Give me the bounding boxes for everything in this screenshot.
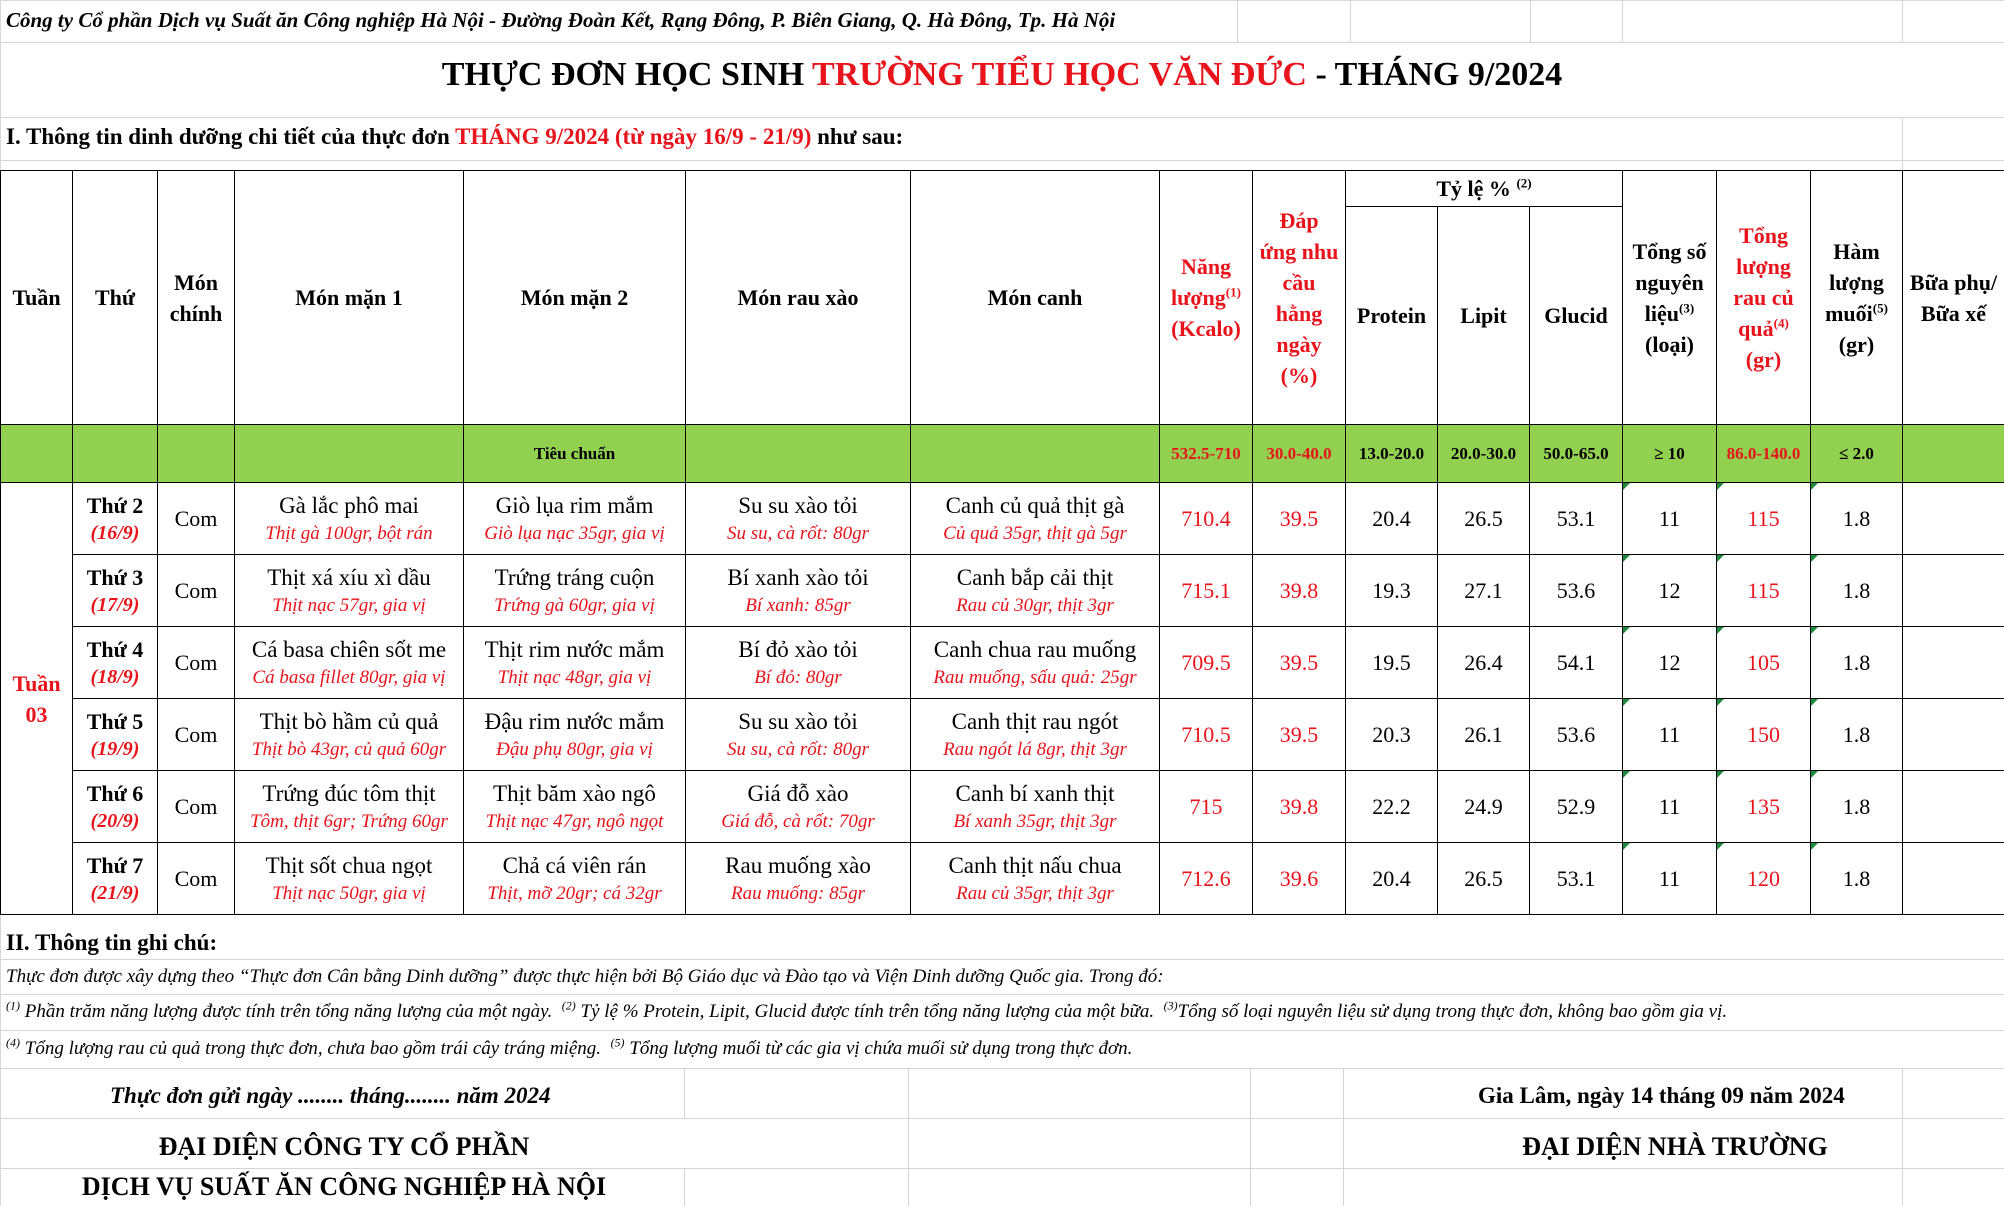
vegetable-amount-value: 115: [1717, 555, 1811, 627]
day-date: (20/9): [90, 809, 140, 832]
dish-cell-man1: [235, 843, 464, 915]
dish-ingredients: Rau muống: 85gr: [730, 882, 866, 904]
grid-line: [1237, 0, 1238, 42]
header-ham-luong-label: Hàm lượng muối: [1825, 238, 1884, 326]
header-protein: Protein: [1346, 207, 1438, 425]
dish-ingredients: Thịt nạc 47gr, ngô ngọt: [485, 810, 664, 832]
dish-ingredients: Bí xanh 35gr, thịt 3gr: [953, 810, 1117, 832]
footnote-4-marker: (4): [1773, 315, 1789, 331]
header-mon-man-1: Món mặn 1: [235, 171, 464, 425]
header-tong-luong-unit: (gr): [1745, 347, 1782, 372]
main-dish: Com: [158, 843, 235, 915]
ingredient-count-value: 11: [1623, 771, 1717, 843]
energy-value: 709.5: [1160, 627, 1253, 699]
standard-row: [1, 425, 2004, 483]
standard-nang-luong: 532.5-710: [1160, 425, 1253, 483]
dish-cell-man2: [464, 699, 686, 771]
note-2-text: Tỷ lệ % Protein, Lipit, Glucid được tính trên tổng năng lượng của một bữa.: [580, 1001, 1155, 1022]
dish-ingredients: Bí xanh: 85gr: [745, 594, 851, 616]
daily-need-value: 39.6: [1253, 843, 1346, 915]
standard-empty-cell: [686, 425, 911, 483]
standard-protein: 13.0-20.0: [1346, 425, 1438, 483]
day-date: (21/9): [90, 881, 140, 904]
dish-name: Đậu rim nước mắm: [484, 708, 665, 734]
ingredient-count-value: 11: [1623, 699, 1717, 771]
header-mon-chinh: Món chính: [158, 171, 235, 425]
dish-ingredients: Tôm, thịt 6gr; Trứng 60gr: [250, 810, 448, 832]
note-line-2: [6, 1035, 1133, 1060]
grid-line: [684, 1068, 685, 1118]
header-tong-so-label: Tổng số nguyên liệu: [1632, 238, 1707, 326]
ingredient-count-value: 11: [1623, 483, 1717, 555]
dish-ingredients: Rau ngót lá 8gr, thịt 3gr: [943, 738, 1127, 760]
day-cell: [73, 843, 158, 915]
day-cell: [73, 627, 158, 699]
header-nang-luong: [1160, 171, 1253, 425]
ingredient-count-value: 12: [1623, 555, 1717, 627]
energy-value: 710.5: [1160, 699, 1253, 771]
week-cell: Tuần 03: [1, 483, 73, 915]
dish-cell-canh: [911, 555, 1160, 627]
dish-ingredients: Su su, cà rốt: 80gr: [727, 738, 869, 760]
header-tong-so-unit: (loại): [1645, 331, 1694, 357]
day-name: Thứ 4: [86, 636, 144, 662]
note-3-marker: (3): [1163, 998, 1178, 1013]
daily-need-value: 39.8: [1253, 555, 1346, 627]
dish-cell-man1: [235, 771, 464, 843]
day-name: Thứ 3: [86, 564, 144, 590]
salt-value: 1.8: [1811, 555, 1903, 627]
company-representative-line-2: DỊCH VỤ SUẤT ĂN CÔNG NGHIỆP HÀ NỘI: [81, 1172, 607, 1201]
main-dish: Com: [158, 483, 235, 555]
dish-ingredients: Đậu phụ 80gr, gia vị: [496, 738, 653, 760]
lipit-value: 27.1: [1438, 555, 1530, 627]
protein-value: 20.4: [1346, 483, 1438, 555]
standard-empty-cell: [235, 425, 464, 483]
header-tong-so: [1623, 171, 1717, 425]
dish-ingredients: Cá basa fillet 80gr, gia vị: [252, 666, 446, 688]
dish-name: Bí xanh xào tỏi: [727, 564, 869, 590]
header-ty-le: [1346, 171, 1623, 207]
dish-name: Canh thịt nấu chua: [948, 852, 1122, 878]
dish-cell-man1: [235, 555, 464, 627]
table-row: [1, 627, 2004, 699]
day-cell: [73, 771, 158, 843]
grid-line: [1902, 0, 1903, 42]
dish-cell-canh: [911, 483, 1160, 555]
main-dish: Com: [158, 771, 235, 843]
snack-cell: [1903, 843, 2004, 915]
dish-name: Gà lắc phô mai: [279, 492, 419, 518]
standard-empty-cell: [911, 425, 1160, 483]
salt-value: 1.8: [1811, 843, 1903, 915]
header-ty-le-label: Tỷ lệ %: [1436, 176, 1511, 201]
table-row: [1, 555, 2004, 627]
header-ham-luong-unit: (gr): [1838, 331, 1875, 357]
header-bua-phu: Bữa phụ/ Bữa xế: [1903, 171, 2004, 425]
note-5-text: Tổng lượng muối từ các gia vị chứa muối sử dụng trong thực đơn.: [629, 1038, 1133, 1059]
grid-line: [1250, 1068, 1251, 1206]
header-ham-luong: [1811, 171, 1903, 425]
title-part-2: - THÁNG 9/2024: [1315, 56, 1563, 93]
daily-need-value: 39.5: [1253, 699, 1346, 771]
standard-empty-cell: [73, 425, 158, 483]
section-2-heading: II. Thông tin ghi chú:: [6, 930, 218, 955]
note-2-marker: (2): [561, 998, 576, 1013]
glucid-value: 53.6: [1530, 699, 1623, 771]
header-mon-man-2: Món mặn 2: [464, 171, 686, 425]
section-1-text: I. Thông tin dinh dưỡng chi tiết của thực đơn: [6, 124, 450, 149]
dish-ingredients: Thịt nạc 57gr, gia vị: [272, 594, 426, 616]
section-1-period: THÁNG 9/2024 (từ ngày 16/9 - 21/9): [455, 124, 812, 149]
glucid-value: 53.1: [1530, 843, 1623, 915]
snack-cell: [1903, 771, 2004, 843]
header-tuan: Tuần: [1, 171, 73, 425]
dish-name: Thịt sốt chua ngọt: [265, 852, 433, 878]
dish-name: Trứng tráng cuộn: [494, 564, 655, 590]
dish-name: Canh thịt rau ngót: [951, 708, 1119, 734]
day-cell: [73, 483, 158, 555]
grid-line: [0, 1068, 2004, 1069]
note-1-text: Phần trăm năng lượng được tính trên tổng năng lượng của một ngày.: [24, 1001, 553, 1022]
vegetable-amount-value: 150: [1717, 699, 1811, 771]
grid-line: [0, 117, 2004, 118]
standard-dap-ung: 30.0-40.0: [1253, 425, 1346, 483]
dish-cell-man2: [464, 627, 686, 699]
daily-need-value: 39.5: [1253, 483, 1346, 555]
dish-cell-rau: [686, 555, 911, 627]
dish-cell-man1: [235, 627, 464, 699]
salt-value: 1.8: [1811, 699, 1903, 771]
grid-line: [1622, 0, 1623, 42]
dish-cell-man2: [464, 843, 686, 915]
vegetable-amount-value: 135: [1717, 771, 1811, 843]
header-glucid: Glucid: [1530, 207, 1623, 425]
dish-name: Bí đỏ xào tỏi: [738, 636, 858, 662]
day-date: (19/9): [90, 737, 140, 760]
dish-ingredients: Giá đỗ, cà rốt: 70gr: [721, 810, 875, 832]
standard-tong-luong: 86.0-140.0: [1717, 425, 1811, 483]
dish-ingredients: Rau muống, sấu quả: 25gr: [933, 666, 1137, 688]
table-row: [1, 699, 2004, 771]
lipit-value: 26.5: [1438, 483, 1530, 555]
header-nang-luong-unit: (Kcalo): [1171, 316, 1241, 341]
section-1-tail: như sau:: [817, 124, 904, 149]
dish-cell-rau: [686, 771, 911, 843]
dish-ingredients: Trứng gà 60gr, gia vị: [494, 594, 655, 616]
dish-cell-rau: [686, 699, 911, 771]
sent-date-line: Thực đơn gửi ngày ........ tháng........ năm 2024: [110, 1083, 551, 1108]
footnote-1-marker: (1): [1225, 284, 1241, 300]
dish-cell-man2: [464, 483, 686, 555]
dish-cell-rau: [686, 627, 911, 699]
dish-name: Thịt bò hầm củ quả: [259, 708, 439, 734]
energy-value: 710.4: [1160, 483, 1253, 555]
grid-line: [0, 959, 2004, 960]
note-4-marker: (4): [6, 1035, 20, 1050]
day-name: Thứ 7: [86, 852, 144, 878]
standard-glucid: 50.0-65.0: [1530, 425, 1623, 483]
dish-name: Giò lụa rim mắm: [495, 492, 654, 518]
day-date: (16/9): [90, 521, 140, 544]
ingredient-count-value: 11: [1623, 843, 1717, 915]
dish-cell-man2: [464, 771, 686, 843]
table-row: [1, 771, 2004, 843]
standard-tong-so: ≥ 10: [1623, 425, 1717, 483]
lipit-value: 24.9: [1438, 771, 1530, 843]
day-date: (17/9): [90, 593, 140, 616]
note-5-marker: (5): [610, 1035, 625, 1050]
footnote-3-marker: (3): [1679, 300, 1695, 316]
dish-name: Canh bí xanh thịt: [955, 780, 1115, 806]
dish-ingredients: Củ quả 35gr, thịt gà 5gr: [943, 522, 1127, 544]
protein-value: 20.4: [1346, 843, 1438, 915]
protein-value: 19.3: [1346, 555, 1438, 627]
dish-name: Su su xào tỏi: [738, 708, 858, 734]
note-3-text: Tổng số loại nguyên liệu sử dụng trong thực đơn, không bao gồm gia vị.: [1177, 1001, 1728, 1022]
dish-ingredients: Giò lụa nạc 35gr, gia vị: [484, 522, 665, 544]
note-1-marker: (1): [6, 998, 20, 1013]
header-tong-luong: [1717, 171, 1811, 425]
lipit-value: 26.1: [1438, 699, 1530, 771]
grid-line: [1902, 117, 1903, 170]
salt-value: 1.8: [1811, 771, 1903, 843]
place-date-line: Gia Lâm, ngày 14 tháng 09 năm 2024: [1478, 1083, 1845, 1108]
day-cell: [73, 555, 158, 627]
day-name: Thứ 5: [86, 708, 144, 734]
dish-name: Chả cá viên rán: [502, 852, 647, 878]
dish-cell-man1: [235, 483, 464, 555]
energy-value: 715.1: [1160, 555, 1253, 627]
daily-need-value: 39.8: [1253, 771, 1346, 843]
day-name: Thứ 2: [86, 492, 144, 518]
energy-value: 712.6: [1160, 843, 1253, 915]
grid-line: [0, 1118, 2004, 1119]
dish-name: Canh chua rau muống: [933, 636, 1137, 662]
note-4-text: Tổng lượng rau củ quả trong thực đơn, chưa bao gồm trái cây tráng miệng.: [24, 1038, 602, 1059]
grid-line: [0, 1030, 2004, 1031]
grid-line: [0, 42, 2004, 43]
glucid-value: 54.1: [1530, 627, 1623, 699]
dish-name: Rau muống xào: [725, 852, 871, 878]
dish-name: Canh bắp cải thịt: [956, 564, 1114, 590]
lipit-value: 26.5: [1438, 843, 1530, 915]
day-cell: [73, 699, 158, 771]
header-thu: Thứ: [73, 171, 158, 425]
dish-ingredients: Rau củ 35gr, thịt 3gr: [956, 882, 1114, 904]
grid-line: [1343, 1068, 1344, 1206]
footnote-2-marker: (2): [1516, 175, 1532, 191]
header-mon-canh: Món canh: [911, 171, 1160, 425]
standard-ham-luong: ≤ 2.0: [1811, 425, 1903, 483]
glucid-value: 52.9: [1530, 771, 1623, 843]
dish-ingredients: Su su, cà rốt: 80gr: [727, 522, 869, 544]
snack-cell: [1903, 627, 2004, 699]
table-row: [1, 483, 2004, 555]
lipit-value: 26.4: [1438, 627, 1530, 699]
dish-cell-canh: [911, 699, 1160, 771]
footnote-5-marker: (5): [1872, 300, 1888, 316]
header-lipit: Lipit: [1438, 207, 1530, 425]
dish-cell-man2: [464, 555, 686, 627]
company-line: Công ty Cổ phần Dịch vụ Suất ăn Công nghiệp Hà Nội - Đường Đoàn Kết, Rạng Đông, P. Biên Giang, Q. Hà Đông, Tp. Hà Nội: [6, 8, 1116, 32]
dish-ingredients: Thịt nạc 48gr, gia vị: [497, 666, 652, 688]
dish-name: Trứng đúc tôm thịt: [262, 780, 436, 806]
dish-name: Thịt xá xíu xì dầu: [267, 564, 431, 590]
dish-ingredients: Bí đỏ: 80gr: [754, 666, 842, 688]
dish-name: Su su xào tỏi: [738, 492, 858, 518]
dish-cell-canh: [911, 771, 1160, 843]
header-dap-ung: Đáp ứng nhu cầu hằng ngày (%): [1253, 171, 1346, 425]
grid-line: [1530, 0, 1531, 42]
dish-name: Thịt băm xào ngô: [493, 780, 656, 806]
dish-name: Cá basa chiên sốt me: [251, 636, 447, 662]
dish-name: Giá đỗ xào: [747, 780, 849, 806]
snack-cell: [1903, 483, 2004, 555]
main-dish: Com: [158, 555, 235, 627]
main-dish: Com: [158, 627, 235, 699]
dish-cell-canh: [911, 627, 1160, 699]
dish-ingredients: Thịt nạc 50gr, gia vị: [272, 882, 426, 904]
grid-line: [908, 1068, 909, 1206]
dish-name: Canh củ quả thịt gà: [945, 492, 1125, 518]
standard-label: Tiêu chuẩn: [464, 425, 686, 483]
glucid-value: 53.1: [1530, 483, 1623, 555]
snack-cell: [1903, 555, 2004, 627]
standard-empty-cell: [158, 425, 235, 483]
table-row: [1, 843, 2004, 915]
vegetable-amount-value: 115: [1717, 483, 1811, 555]
grid-line: [0, 160, 2004, 161]
vegetable-amount-value: 105: [1717, 627, 1811, 699]
daily-need-value: 39.5: [1253, 627, 1346, 699]
page-title: [0, 56, 2004, 94]
note-line-1: [6, 998, 1728, 1023]
salt-value: 1.8: [1811, 483, 1903, 555]
dish-ingredients: Rau củ 30gr, thịt 3gr: [956, 594, 1114, 616]
energy-value: 715: [1160, 771, 1253, 843]
protein-value: 22.2: [1346, 771, 1438, 843]
standard-lipit: 20.0-30.0: [1438, 425, 1530, 483]
title-part-1: THỰC ĐƠN HỌC SINH: [441, 56, 805, 93]
dish-ingredients: Thịt gà 100gr, bột rán: [265, 522, 433, 544]
section-1-heading: [6, 124, 903, 150]
header-nang-luong-label: Năng lượng: [1171, 254, 1232, 310]
school-representative: ĐẠI DIỆN NHÀ TRƯỜNG: [1522, 1132, 1828, 1161]
dish-cell-rau: [686, 843, 911, 915]
ingredient-count-value: 12: [1623, 627, 1717, 699]
header-mon-rau-xao: Món rau xào: [686, 171, 911, 425]
dish-cell-rau: [686, 483, 911, 555]
table-header-row: [1, 171, 2004, 207]
dish-ingredients: Thịt bò 43gr, củ quả 60gr: [251, 738, 447, 760]
vegetable-amount-value: 120: [1717, 843, 1811, 915]
grid-line: [0, 1168, 2004, 1169]
dish-cell-canh: [911, 843, 1160, 915]
dish-cell-man1: [235, 699, 464, 771]
glucid-value: 53.6: [1530, 555, 1623, 627]
day-name: Thứ 6: [86, 780, 144, 806]
standard-empty-cell: [1, 425, 73, 483]
protein-value: 19.5: [1346, 627, 1438, 699]
dish-ingredients: Thịt, mỡ 20gr; cá 32gr: [487, 882, 662, 904]
standard-empty-cell: [1903, 425, 2004, 483]
grid-line: [0, 994, 2004, 995]
company-representative-line-1: ĐẠI DIỆN CÔNG TY CỔ PHẦN: [158, 1132, 530, 1161]
note-intro: Thực đơn được xây dựng theo “Thực đơn Cân bằng Dinh dưỡng” được thực hiện bởi Bộ Giáo dục và Đào tạo và Viện Dinh dưỡng Quốc gia. Trong đó:: [6, 966, 1164, 987]
grid-line: [1350, 0, 1351, 42]
header-tong-luong-label: Tổng lượng rau củ quả: [1733, 223, 1794, 341]
day-date: (18/9): [90, 665, 140, 688]
snack-cell: [1903, 699, 2004, 771]
salt-value: 1.8: [1811, 627, 1903, 699]
main-dish: Com: [158, 699, 235, 771]
dish-name: Thịt rim nước mắm: [484, 636, 665, 662]
menu-table: [0, 170, 2004, 915]
protein-value: 20.3: [1346, 699, 1438, 771]
title-school: TRƯỜNG TIỂU HỌC VĂN ĐỨC: [812, 56, 1307, 93]
